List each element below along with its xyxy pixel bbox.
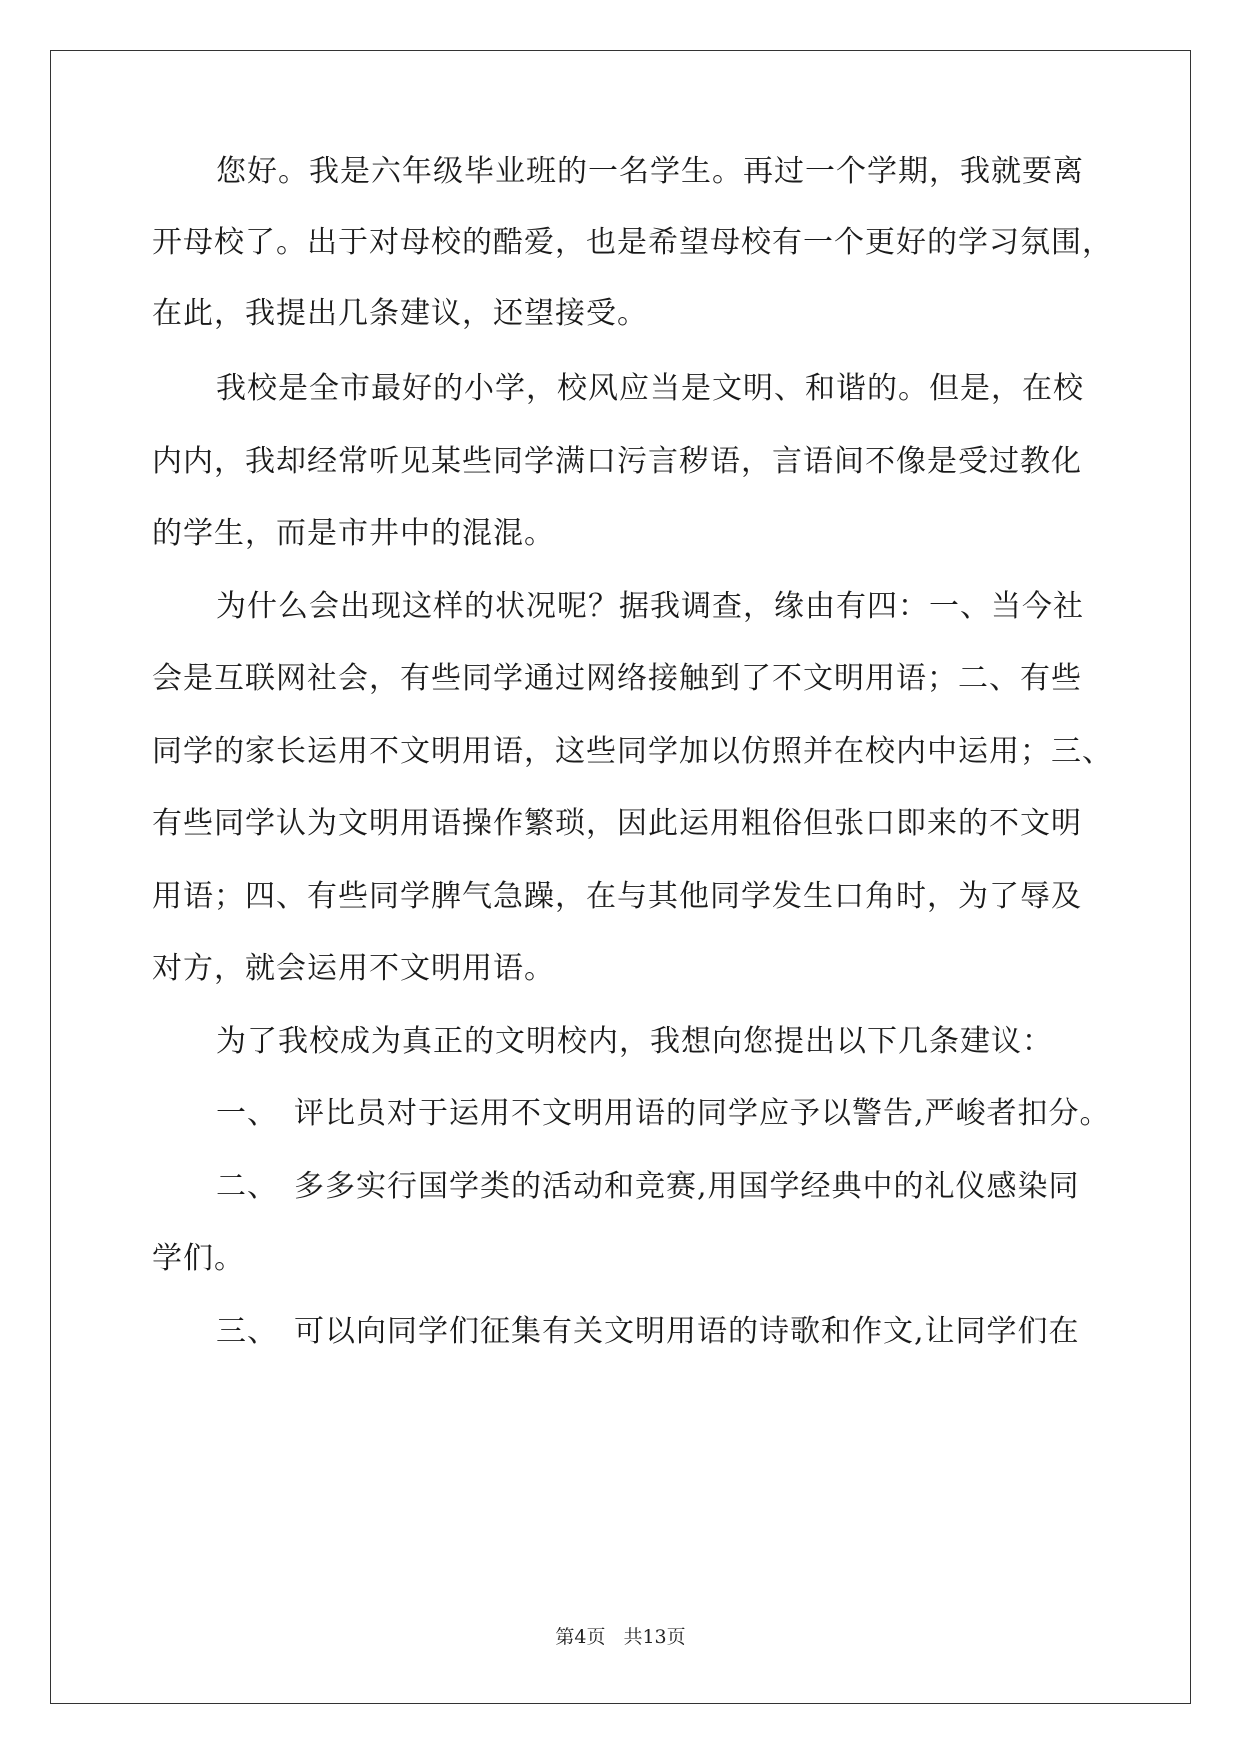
paragraph-4-line-1: 为了我校成为真正的文明校内，我想向您提出以下几条建议：	[216, 1024, 1053, 1059]
paragraph-2-line-2: 内内，我却经常听见某些同学满口污言秽语，言语间不像是受过教化	[152, 444, 1082, 479]
paragraph-3-line-4: 有些同学认为文明用语操作繁琐，因此运用粗俗但张口即来的不文明	[152, 806, 1082, 841]
page-footer	[0, 1622, 1241, 1649]
paragraph-3-line-1: 为什么会出现这样的状况呢？据我调查，缘由有四：一、当今社	[216, 589, 1084, 624]
paragraph-5-line-1: 一、 评比员对于运用不文明用语的同学应予以警告,严峻者扣分。	[216, 1096, 1111, 1131]
paragraph-3-line-3: 同学的家长运用不文明用语，这些同学加以仿照并在校内中运用；三、	[152, 734, 1113, 769]
paragraph-3-line-6: 对方，就会运用不文明用语。	[152, 951, 555, 986]
page-number: 第4页	[555, 1626, 606, 1648]
paragraph-1-line-3: 在此，我提出几条建议，还望接受。	[152, 296, 648, 331]
paragraph-3-line-5: 用语；四、有些同学脾气急躁，在与其他同学发生口角时，为了辱及	[152, 879, 1082, 914]
paragraph-2-line-1: 我校是全市最好的小学，校风应当是文明、和谐的。但是，在校	[216, 371, 1084, 406]
paragraph-7-line-1: 三、 可以向同学们征集有关文明用语的诗歌和作文,让同学们在	[216, 1314, 1080, 1349]
page-total: 共13页	[623, 1626, 686, 1648]
paragraph-1-line-1: 您好。我是六年级毕业班的一名学生。再过一个学期，我就要离	[216, 154, 1084, 189]
paragraph-6-line-2: 学们。	[152, 1241, 245, 1276]
paragraph-1-line-2: 开母校了。出于对母校的酷爱，也是希望母校有一个更好的学习氛围，	[152, 225, 1113, 260]
paragraph-3-line-2: 会是互联网社会，有些同学通过网络接触到了不文明用语；二、有些	[152, 661, 1082, 696]
paragraph-2-line-3: 的学生，而是市井中的混混。	[152, 516, 555, 551]
paragraph-6-line-1: 二、 多多实行国学类的活动和竞赛,用国学经典中的礼仪感染同	[216, 1169, 1080, 1204]
